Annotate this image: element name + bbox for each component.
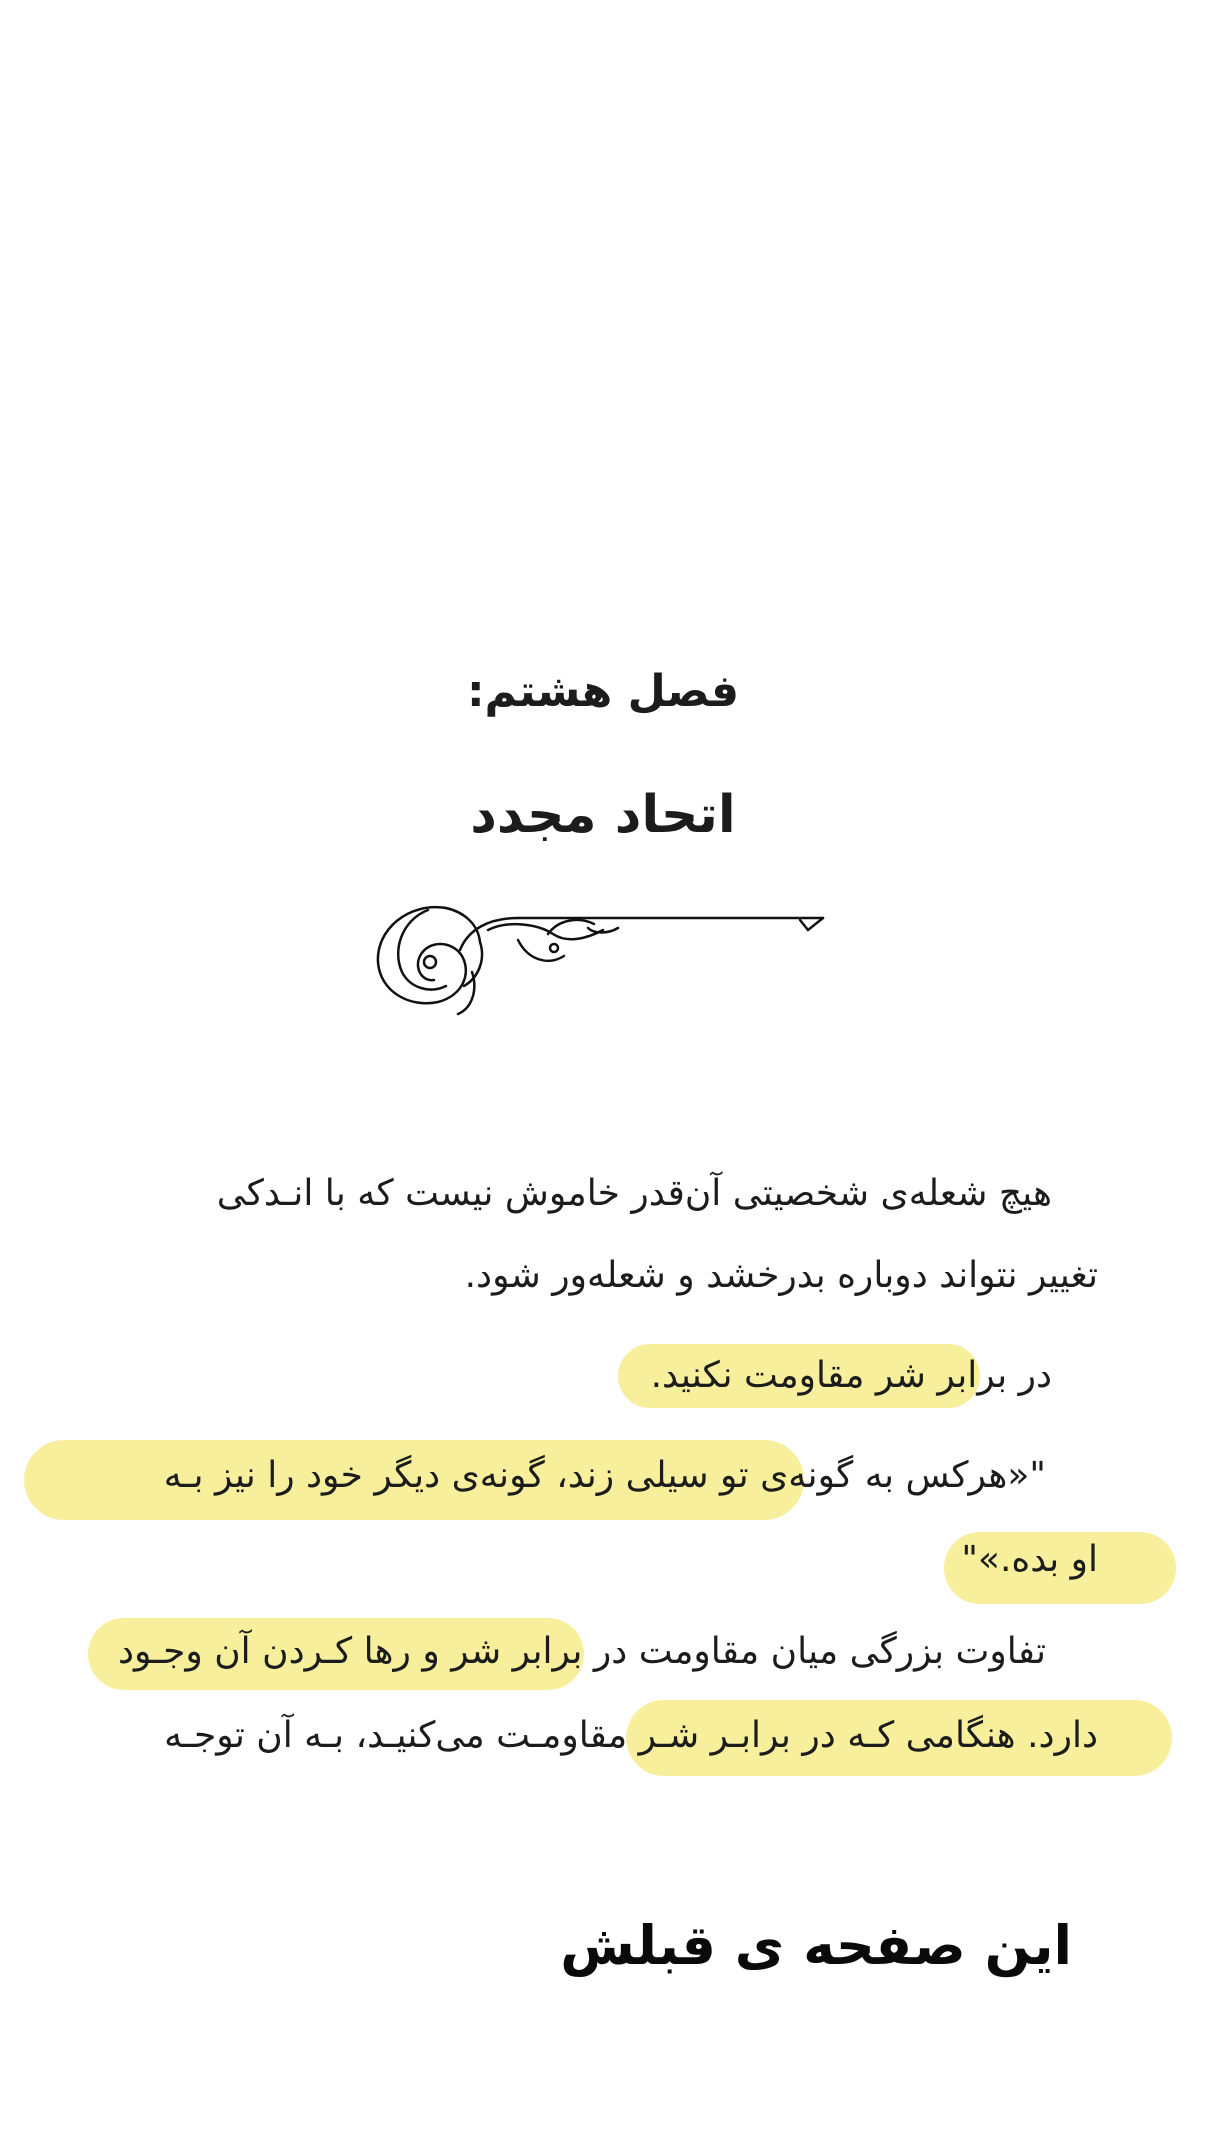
paragraph-line: هیچ شعله‌ی شخصیتی آن‌قدر خاموش نیست که با انـدکی	[216, 1173, 1052, 1214]
paragraph-line: دارد. هنگامی کـه در برابـر شـر مقاومـت می‌کنیـد، بـه آن توجـه	[164, 1715, 1098, 1756]
paragraph-line: تفاوت بزرگی میان مقاومت در برابر شر و رها کـردن آن وجـود	[117, 1631, 1046, 1672]
chapter-title: اتحاد مجدد	[470, 785, 736, 845]
paragraph-line: تغییر نتواند دوباره بدرخشد و شعله‌ور شود.	[464, 1255, 1098, 1296]
chapter-label: فصل هشتم:	[466, 666, 740, 717]
paragraph-line: "«هرکس به گونه‌ی تو سیلی زند، گونه‌ی دیگر خود را نیز بـه	[163, 1455, 1046, 1496]
flourish-ornament-icon	[368, 890, 828, 1020]
paragraph-line: در برابر شر مقاومت نکنید.	[650, 1355, 1052, 1396]
handwritten-note-caption: این صفحه ی قبلش	[560, 1914, 1072, 1977]
paragraph-line: او بده.»"	[961, 1539, 1098, 1580]
